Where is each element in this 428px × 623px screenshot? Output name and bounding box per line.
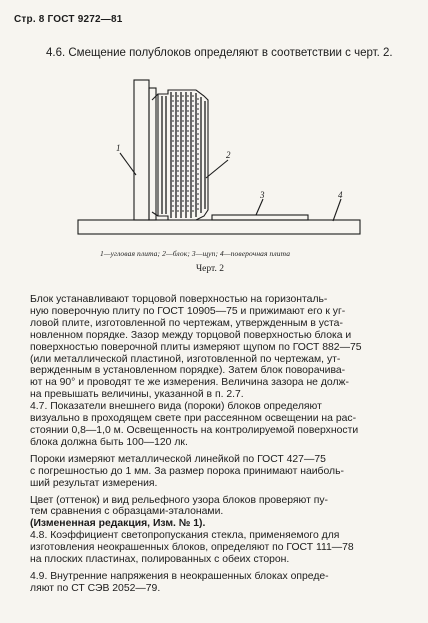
text-line: поверхностью поверочной плиты измеряют щупом по ГОСТ 882—75 — [30, 341, 362, 353]
figure-legend: 1—угловая плита; 2—блок; 3—щуп; 4—поверочная плита — [100, 249, 291, 258]
text-line: на плоских пластинах, полированных с обеих сторон. — [30, 554, 290, 566]
text-line: ную поверочную плиту по ГОСТ 10905—75 и прижимают его к уг- — [30, 305, 346, 317]
figure-caption: Черт. 2 — [196, 264, 224, 274]
corner-plate — [134, 80, 149, 220]
text-line: 4.8. Коэффициент светопропускания стекла, применяемого для — [30, 530, 340, 542]
text-line: блока должна быть 100—120 лк. — [30, 436, 188, 448]
surface-plate — [78, 220, 360, 234]
label-4: 4 — [338, 190, 343, 200]
label-1: 1 — [116, 143, 121, 153]
label-2: 2 — [226, 150, 231, 160]
text-line: ют на 90° и проводят те же измерения. Величина зазора не долж- — [30, 377, 349, 389]
section-title: 4.6. Смещение полублоков определяют в соответствии с черт. 2. — [46, 47, 393, 59]
page-header: Стр. 8 ГОСТ 9272—81 — [14, 14, 123, 25]
feeler-gauge — [212, 215, 308, 220]
text-line: изготовления неокрашенных блоков, определяют по ГОСТ 111—78 — [30, 542, 354, 554]
text-line: тем сравнения с образцами-эталонами. — [30, 506, 224, 518]
text-line: с погрешностью до 1 мм. За размер порока принимают наиболь- — [30, 465, 344, 477]
label-3: 3 — [260, 190, 265, 200]
text-line: (или металлической пластиной, изготовленной по чертежам, ут- — [30, 353, 341, 365]
body-text — [30, 294, 402, 595]
text-line: на превышать величины, указанной в п. 2.7. — [30, 389, 244, 401]
text-line: Пороки измеряют металлической линейкой по ГОСТ 427—75 — [30, 453, 326, 465]
text-line: Блок устанавливают торцовой поверхностью на горизонталь- — [30, 294, 328, 305]
text-line: визуально в проходящем свете при рассеянном освещении на рас- — [30, 413, 357, 425]
text-line: 4.9. Внутренние напряжения в неокрашенных блоках опреде- — [30, 570, 329, 582]
text-line: ловой плите, изготовленной по чертежам, утвержденным в уста- — [30, 317, 343, 329]
text-line: стоянии 0,8—1,0 м. Освещенность на контролируемой поверхности — [30, 424, 359, 436]
text-line: ший результат измерения. — [30, 477, 158, 489]
text-line: вержденным в установленном порядке). Затем блок поворачива- — [30, 365, 346, 377]
text-line: новленном порядке. Зазор между торцовой поверхностью блока и — [30, 329, 352, 341]
amendment-note: (Измененная редакция, Изм. № 1). — [30, 518, 206, 530]
figure-drawing — [0, 0, 428, 250]
text-line: Цвет (оттенок) и вид рельефного узора блоков проверяют пу- — [30, 494, 328, 506]
text-line: ляют по СТ СЭВ 2052—79. — [30, 582, 161, 594]
text-line: 4.7. Показатели внешнего вида (пороки) блоков определяют — [30, 401, 322, 413]
